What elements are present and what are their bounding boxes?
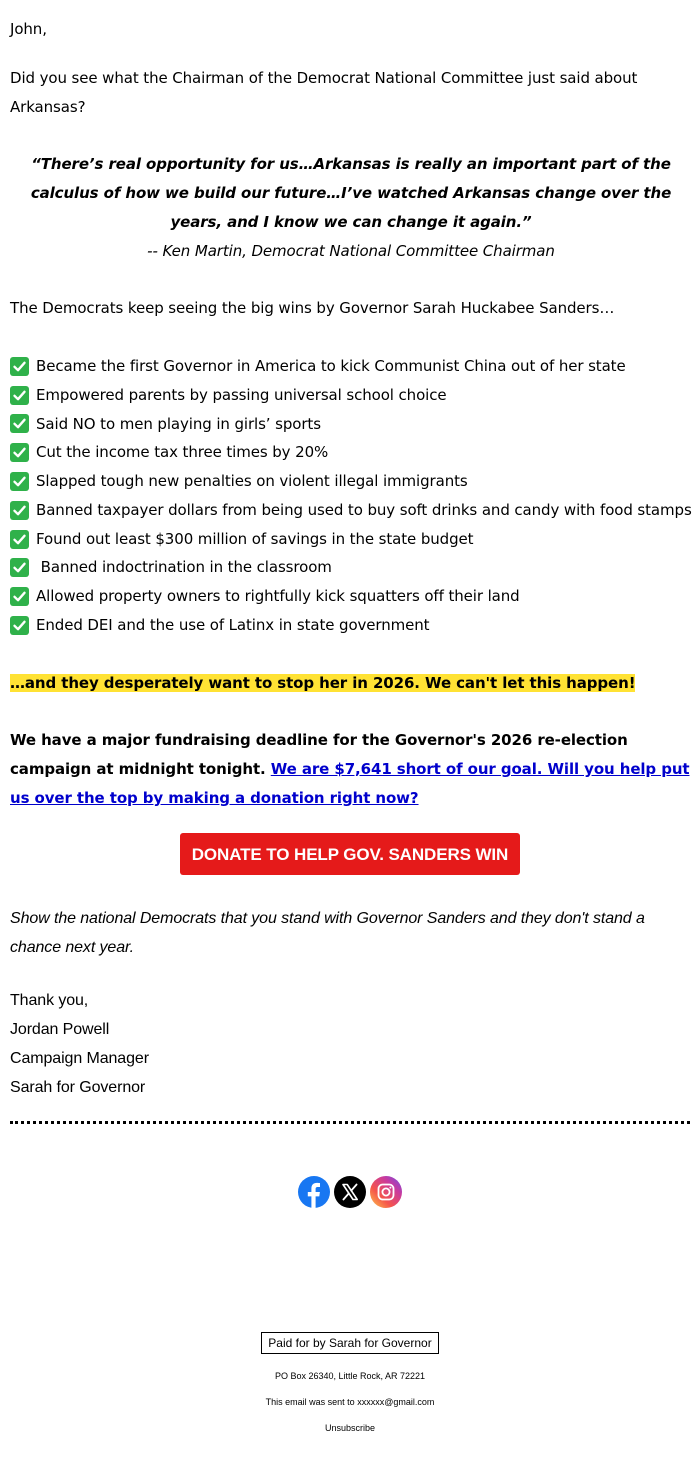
donation-link[interactable]: We are $7,641 short of our goal. Will you help put us over the top by making a donation right now? [10, 760, 690, 807]
social-links [298, 1176, 402, 1208]
list-item-label: Empowered parents by passing universal school choice [36, 385, 447, 404]
list-item [10, 410, 692, 439]
list-item-label: Allowed property owners to rightfully kick squatters off their land [36, 587, 520, 606]
paid-for-disclaimer: Paid for by Sarah for Governor [261, 1332, 438, 1354]
footer-sent-to: This email was sent to xxxxxx@gmail.com [265, 1397, 435, 1407]
check-mark-icon [10, 386, 29, 405]
highlight-text: …and they desperately want to stop her in 2026. We can't let this happen! [10, 674, 636, 692]
footer-paid-for [0, 1332, 700, 1354]
list-item [10, 582, 692, 611]
list-item [10, 438, 692, 467]
list-item-label: Banned indoctrination in the classroom [36, 558, 332, 577]
signature-block [10, 986, 149, 1102]
list-item [10, 554, 692, 583]
facebook-icon[interactable] [298, 1176, 330, 1208]
check-mark-icon [10, 443, 29, 462]
list-item-label: Became the first Governor in America to kick Communist China out of her state [36, 356, 626, 375]
intro-paragraph: Did you see what the Chairman of the Democrat National Committee just said about Arkansas? [10, 69, 638, 116]
check-mark-icon [10, 414, 29, 433]
footer-unsubscribe-row [0, 1422, 700, 1434]
list-item [10, 611, 692, 640]
check-mark-icon [10, 587, 29, 606]
highlighted-warning [10, 669, 635, 698]
signer-organization: Sarah for Governor [10, 1079, 146, 1096]
quote-text: “There’s real opportunity for us…Arkansas is really an important part of the calculus of how we build our future…I’ve watched Arkansas change over the years, and I know we can change it again.” [30, 155, 672, 231]
signer-title: Campaign Manager [10, 1050, 149, 1067]
check-mark-icon [10, 357, 29, 376]
quote-attribution: -- Ken Martin, Democrat National Committee Chairman [147, 242, 555, 260]
wins-list [10, 352, 692, 640]
unsubscribe-link[interactable]: Unsubscribe [324, 1423, 376, 1433]
list-item-label: Slapped tough new penalties on violent illegal immigrants [36, 472, 468, 491]
x-icon[interactable] [334, 1176, 366, 1208]
list-item [10, 496, 692, 525]
list-item [10, 467, 692, 496]
list-item [10, 525, 692, 554]
check-mark-icon [10, 530, 29, 549]
deadline-text: We have a major fundraising deadline for the Governor's 2026 re-election campaign at midnight tonight. [10, 731, 628, 778]
list-item-label: Cut the income tax three times by 20% [36, 443, 329, 462]
deadline-paragraph [10, 726, 692, 813]
donate-button[interactable]: DONATE TO HELP GOV. SANDERS WIN [180, 833, 520, 875]
list-item [10, 381, 692, 410]
list-item-label: Ended DEI and the use of Latinx in state government [36, 616, 430, 635]
list-item-label: Said NO to men playing in girls’ sports [36, 414, 321, 433]
greeting: John, [10, 20, 47, 38]
instagram-icon[interactable] [370, 1176, 402, 1208]
check-mark-icon [10, 616, 29, 635]
check-mark-icon [10, 558, 29, 577]
closing-paragraph: Show the national Democrats that you stand with Governor Sanders and they don't stand a chance next year. [10, 910, 645, 956]
footer-address: PO Box 26340, Little Rock, AR 72221 [274, 1371, 426, 1381]
list-item-label: Found out least $300 million of savings in the state budget [36, 529, 474, 548]
signer-name: Jordan Powell [10, 1021, 110, 1038]
check-mark-icon [10, 501, 29, 520]
list-item-label: Banned taxpayer dollars from being used to buy soft drinks and candy with food stamps [36, 500, 692, 519]
list-item [10, 352, 692, 381]
check-mark-icon [10, 472, 29, 491]
divider [10, 1121, 690, 1124]
signoff-thanks: Thank you, [10, 992, 89, 1009]
wins-intro: The Democrats keep seeing the big wins by Governor Sarah Huckabee Sanders… [10, 299, 615, 317]
